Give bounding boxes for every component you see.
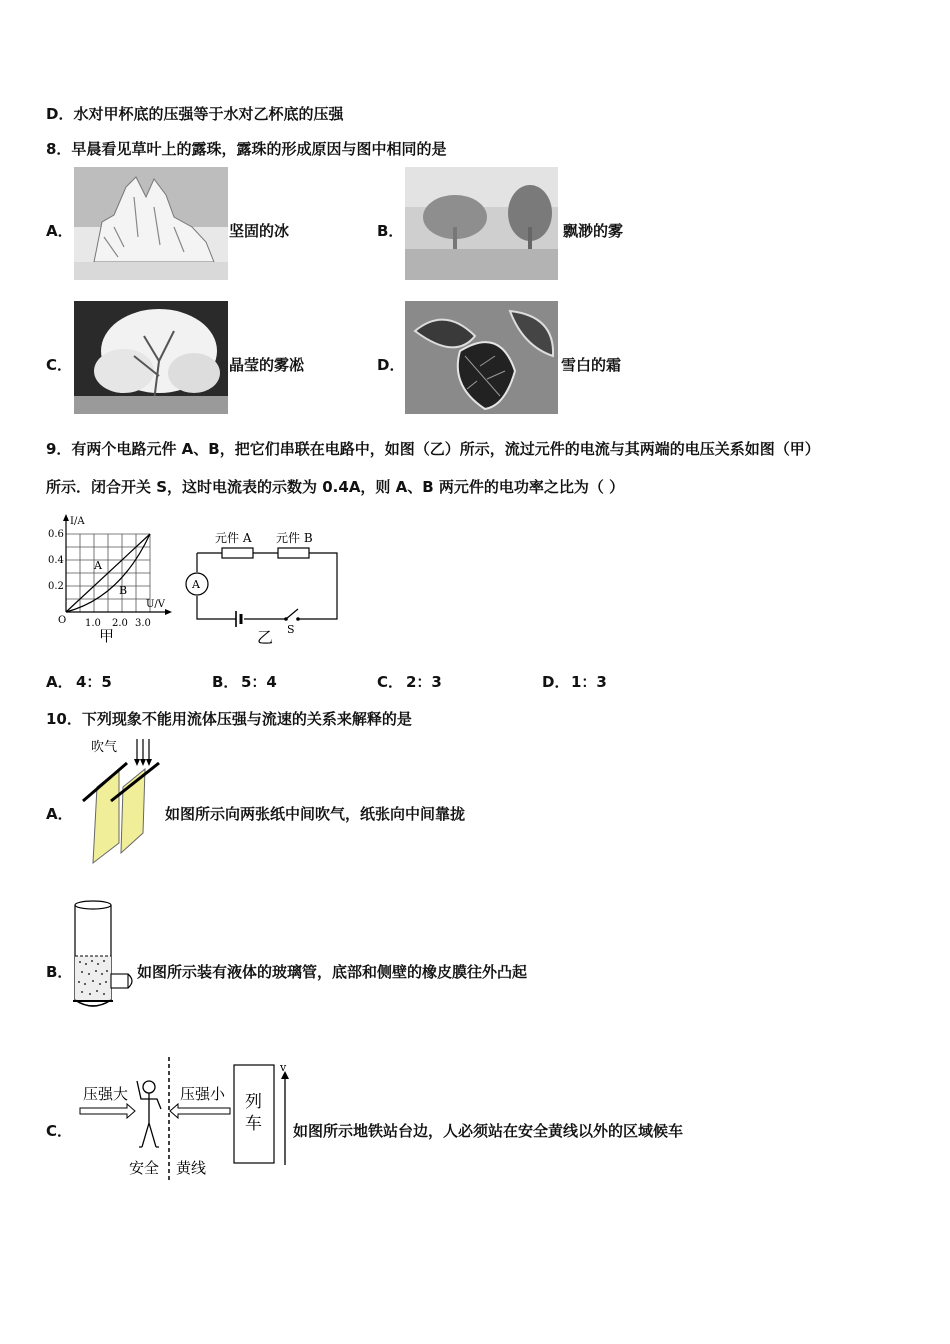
q10-option-a-text: 如图所示向两张纸中间吹气，纸张向中间靠拢: [165, 805, 466, 823]
q8-stem: 8．早晨看见草叶上的露珠，露珠的形成原因与图中相同的是: [46, 140, 447, 158]
q9-option-d-text: 1：3: [571, 673, 607, 691]
q9-option-c-text: 2：3: [406, 673, 442, 691]
q9-stem-line2: 所示．闭合开关 S，这时电流表的示数为 0.4A，则 A、B 两元件的电功率之比为（ ）: [46, 478, 625, 496]
frost-photo: [405, 301, 558, 414]
q8-option-d-letter: D．: [377, 356, 405, 374]
ammeter-label: A: [192, 578, 200, 591]
element-a-resistor: [222, 548, 253, 558]
q8-option-c-text: 晶莹的雾凇: [229, 356, 305, 374]
switch-label: S: [287, 623, 295, 636]
q7-option-d: D．水对甲杯底的压强等于水对乙杯底的压强: [46, 105, 344, 123]
right-arrow: [80, 1104, 135, 1118]
circuit-diagram: [180, 525, 350, 650]
q9-option-b-letter: B．: [212, 673, 239, 691]
yellow-line-label: 黄线: [176, 1159, 207, 1177]
x-tick-1: 1.0: [85, 618, 101, 629]
fog-photo: [405, 167, 558, 280]
curve-b-label: B: [119, 584, 128, 597]
left-arrow: [170, 1104, 230, 1118]
train-label-2: 车: [245, 1114, 262, 1134]
q8-option-d-text: 雪白的霜: [561, 356, 622, 374]
y-tick-02: 0.2: [48, 581, 64, 592]
blow-paper-figure: [75, 735, 170, 867]
q10-option-c-text: 如图所示地铁站台边，人必须站在安全黄线以外的区域候车: [293, 1122, 684, 1140]
q10-option-c-letter: C．: [46, 1122, 73, 1140]
circuit-caption: 乙: [257, 628, 274, 647]
q9-option-d-letter: D．: [542, 673, 570, 691]
velocity-label: v: [280, 1061, 287, 1074]
subway-platform-figure: [75, 1055, 295, 1185]
safety-label: 安全: [129, 1159, 160, 1177]
q10-stem: 10．下列现象不能用流体压强与流速的关系来解释的是: [46, 710, 412, 728]
x-tick-3: 3.0: [135, 618, 151, 629]
blow-label: 吹气: [91, 740, 118, 755]
q9-option-b-text: 5：4: [241, 673, 277, 691]
train-label-1: 列: [245, 1092, 262, 1112]
q8-option-a-letter: A．: [46, 222, 73, 240]
q9-option-a-text: 4：5: [76, 673, 112, 691]
q10-option-a-letter: A．: [46, 805, 73, 823]
q8-option-b-letter: B．: [377, 222, 404, 240]
element-b-label: 元件 B: [276, 531, 313, 545]
q10-option-b-letter: B．: [46, 963, 73, 981]
element-a-label: 元件 A: [215, 531, 252, 545]
q9-option-a-letter: A．: [46, 673, 73, 691]
q8-option-b-text: 飘渺的雾: [563, 222, 624, 240]
y-axis-label: I/A: [70, 516, 85, 527]
y-tick-04: 0.4: [48, 555, 64, 566]
element-b-resistor: [278, 548, 309, 558]
x-axis-label: U/V: [146, 599, 166, 610]
q8-option-c-letter: C．: [46, 356, 73, 374]
high-pressure-label: 压强大: [83, 1085, 129, 1103]
x-tick-2: 2.0: [112, 618, 128, 629]
q9-stem-line1: 9．有两个电路元件 A、B，把它们串联在电路中，如图（乙）所示，流过元件的电流与其两端的电压关系如图（甲）: [46, 440, 820, 458]
graph-caption: 甲: [99, 627, 115, 645]
rime-photo: [74, 301, 228, 414]
person-figure: [137, 1081, 161, 1147]
y-tick-06: 0.6: [48, 529, 64, 540]
origin-label: O: [58, 615, 67, 626]
q8-option-a-text: 坚固的冰: [229, 222, 290, 240]
right-paper: [121, 769, 145, 853]
iu-graph: [40, 508, 180, 648]
q9-option-c-letter: C．: [377, 673, 404, 691]
glass-tube-figure: [70, 898, 136, 1016]
low-pressure-label: 压强小: [180, 1085, 226, 1103]
q10-option-b-text: 如图所示装有液体的玻璃管，底部和侧壁的橡皮膜往外凸起: [137, 963, 528, 981]
curve-a-label: A: [94, 559, 102, 572]
ice-photo: [74, 167, 228, 280]
